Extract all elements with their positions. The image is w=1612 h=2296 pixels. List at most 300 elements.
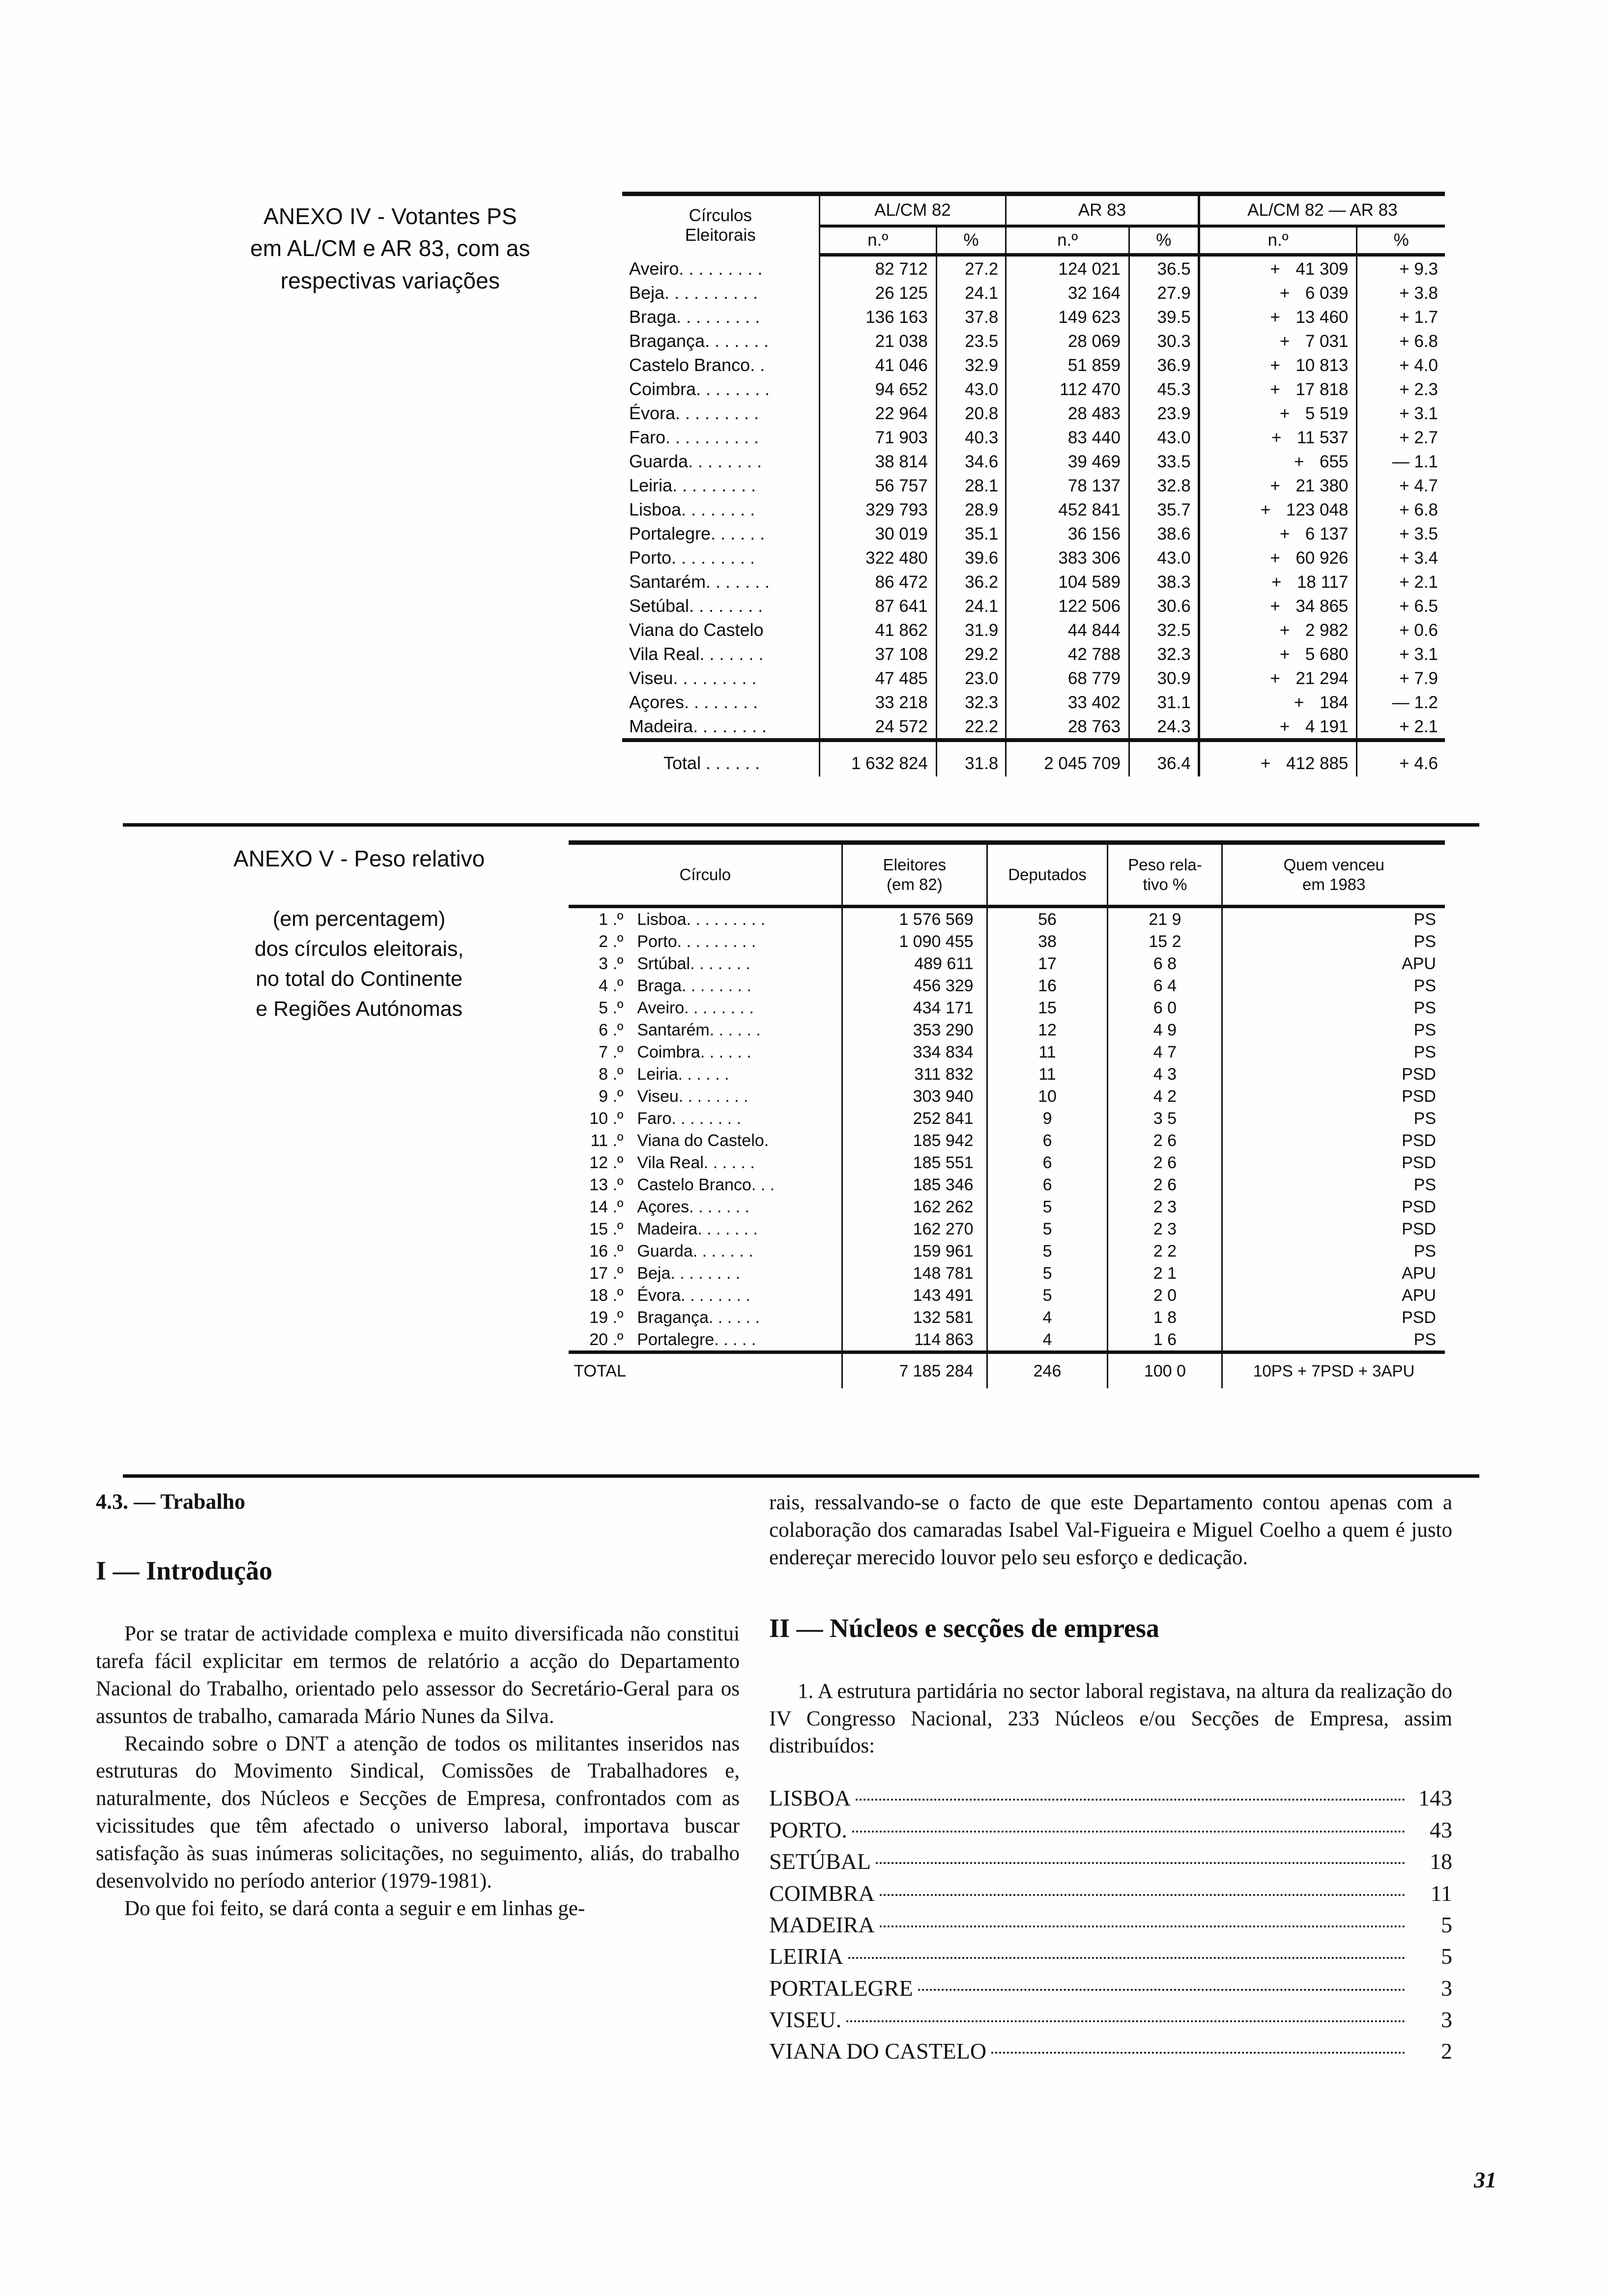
cell-alcm-percent: 32.9 [936,353,1006,377]
cell-ar-percent: 43.0 [1129,545,1199,570]
header-circulo: Círculo [569,843,842,907]
cell-deputados: 38 [987,930,1108,952]
cell-eleitores: 162 270 [842,1218,987,1240]
table-row [569,1107,1445,1129]
cell-circulo: Coimbra. . . . . . [637,1043,751,1062]
cell-circulo: Bragança. . . . . . . [629,331,769,351]
anexo-iv-table-wrapper [622,192,1445,776]
cell-var-numero: + 17 818 [1199,377,1357,401]
cell-rank: 1 .º [599,910,624,929]
leader-dots [880,1894,1405,1896]
cell-rank: 19 .º [589,1308,624,1327]
cell-deputados: 6 [987,1129,1108,1151]
cell-alcm-numero: 41 862 [819,618,936,642]
cell-rank: 3 .º [599,954,624,973]
list-item [769,2004,1452,2036]
cell-circulo: Leiria. . . . . . . . . [629,475,756,495]
table-row [569,997,1445,1019]
cell-alcm-numero: 21 038 [819,329,936,353]
cell-rank: 5 .º [599,999,624,1017]
total-alcm-numero: 1 632 824 [819,740,936,776]
body-column-right [769,1489,1452,2067]
header-quem-venceu: Quem venceu em 1983 [1222,843,1445,907]
total-ar-numero: 2 045 709 [1006,740,1129,776]
cell-eleitores: 143 491 [842,1284,987,1306]
divider-rule-bottom [123,1474,1479,1478]
cell-circulo: Lisboa. . . . . . . . . [637,910,766,929]
leader-dots [856,1799,1405,1801]
cell-alcm-percent: 27.2 [936,255,1006,281]
cell-quem-venceu: PSD [1222,1085,1445,1107]
cell-rank: 6 .º [599,1021,624,1039]
anexo-v-total-eleitores: 7 185 284 [842,1352,987,1389]
cell-var-numero: + 7 031 [1199,329,1357,353]
cell-var-percent: — 1.1 [1357,449,1445,473]
cell-eleitores: 334 834 [842,1041,987,1063]
cell-circulo: Vila Real. . . . . . [637,1153,755,1172]
cell-ar-percent: 32.8 [1129,473,1199,497]
list-item-value: 18 [1430,1849,1452,1874]
cell-quem-venceu: PS [1222,1019,1445,1041]
cell-circulo: Bragança. . . . . . [637,1308,760,1327]
cell-quem-venceu: PSD [1222,1306,1445,1328]
cell-rank: 17 .º [589,1264,624,1283]
cell-deputados: 5 [987,1218,1108,1240]
cell-var-numero: + 41 309 [1199,255,1357,281]
heading-introducao: I — Introdução [96,1556,273,1585]
cell-quem-venceu: PS [1222,1107,1445,1129]
anexo-v-total-deputados: 246 [987,1352,1108,1389]
cell-var-percent: + 2.3 [1357,377,1445,401]
cell-peso-relativo: 6 4 [1108,975,1222,997]
cell-ar-percent: 32.3 [1129,642,1199,666]
cell-var-percent: — 1.2 [1357,690,1445,714]
cell-circulo: Viseu. . . . . . . . [637,1087,748,1106]
cell-alcm-percent: 39.6 [936,545,1006,570]
cell-quem-venceu: PSD [1222,1151,1445,1174]
leader-dots [846,2020,1405,2022]
cell-var-percent: + 2.7 [1357,425,1445,449]
cell-deputados: 5 [987,1240,1108,1262]
table-row [569,1196,1445,1218]
anexo-v-table [569,840,1445,1388]
list-item-value: 5 [1441,1944,1452,1969]
cell-var-percent: + 3.1 [1357,642,1445,666]
table-row [569,1240,1445,1262]
table-row [569,1174,1445,1196]
anexo-v-subtitle [167,904,551,1024]
cell-var-percent: + 4.0 [1357,353,1445,377]
cell-circulo: Viana do Castelo [629,620,764,640]
table-row [622,449,1445,473]
anexo-v-total-row [569,1352,1445,1389]
table-row [622,690,1445,714]
cell-peso-relativo: 2 2 [1108,1240,1222,1262]
cell-eleitores: 303 940 [842,1085,987,1107]
cell-var-numero: + 2 982 [1199,618,1357,642]
table-row [569,952,1445,975]
cell-alcm-percent: 35.1 [936,521,1006,545]
cell-alcm-percent: 31.9 [936,618,1006,642]
header-group-alcm82: AL/CM 82 [819,194,1006,227]
cell-var-numero: + 5 519 [1199,401,1357,425]
table-row [569,1262,1445,1284]
list-item-label: MADEIRA [769,1912,875,1937]
cell-eleitores: 185 551 [842,1151,987,1174]
anexo-v-title: ANEXO V - Peso relativo [233,846,485,871]
cell-circulo: Açores. . . . . . . [637,1198,749,1216]
cell-var-percent: + 2.1 [1357,570,1445,594]
body-text-area [96,1489,1506,2067]
table-row [569,1085,1445,1107]
cell-alcm-numero: 94 652 [819,377,936,401]
cell-ar-numero: 83 440 [1006,425,1129,449]
cell-rank: 14 .º [589,1198,624,1216]
cell-ar-numero: 122 506 [1006,594,1129,618]
cell-peso-relativo: 2 3 [1108,1196,1222,1218]
list-item [769,2036,1452,2067]
cell-quem-venceu: APU [1222,952,1445,975]
cell-var-percent: + 2.1 [1357,714,1445,740]
cell-alcm-numero: 71 903 [819,425,936,449]
cell-ar-percent: 38.3 [1129,570,1199,594]
cell-alcm-numero: 86 472 [819,570,936,594]
cell-circulo: Beja. . . . . . . . . . [629,283,758,303]
cell-peso-relativo: 2 3 [1108,1218,1222,1240]
cell-quem-venceu: PS [1222,975,1445,997]
cell-peso-relativo: 6 8 [1108,952,1222,975]
header-eleitores: Eleitores (em 82) [842,843,987,907]
leader-dots [991,2052,1405,2054]
header-alcm82-percent: % [936,226,1006,255]
table-row [569,907,1445,931]
cell-circulo: Évora. . . . . . . . [637,1286,750,1305]
cell-circulo: Braga. . . . . . . . . [629,307,760,327]
cell-circulo: Guarda. . . . . . . . [629,451,762,471]
cell-circulo: Aveiro. . . . . . . . . [629,258,763,279]
table-row [622,618,1445,642]
table-row [569,1284,1445,1306]
table-row [622,353,1445,377]
cell-var-numero: + 123 048 [1199,497,1357,521]
anexo-iv-block [167,192,1445,776]
cell-rank: 11 .º [590,1131,624,1150]
cell-var-numero: + 34 865 [1199,594,1357,618]
anexo-v-total-venceu: 10PS + 7PSD + 3APU [1222,1352,1445,1389]
cell-alcm-numero: 47 485 [819,666,936,690]
anexo-iv-table-head [622,194,1445,255]
cell-deputados: 5 [987,1284,1108,1306]
table-row [622,545,1445,570]
cell-alcm-percent: 28.9 [936,497,1006,521]
cell-ar-numero: 42 788 [1006,642,1129,666]
paragraph-5: 1. A estrutura partidária no sector laboral registava, na altura da realização do IV Congresso Nacional, 233 Núcleos e/ou Secções de Empresa, assim distribuídos: [769,1679,1452,1758]
heading-nucleos-seccoes: II — Núcleos e secções de empresa [769,1613,1159,1643]
cell-circulo: Santarém. . . . . . . [629,572,770,592]
cell-peso-relativo: 2 6 [1108,1129,1222,1151]
anexo-iv-caption [167,192,613,297]
cell-ar-numero: 68 779 [1006,666,1129,690]
cell-ar-percent: 43.0 [1129,425,1199,449]
cell-circulo: Madeira. . . . . . . [637,1220,758,1238]
table-row [622,521,1445,545]
list-item-label: LISBOA [769,1785,851,1811]
cell-ar-percent: 27.9 [1129,281,1199,305]
list-item [769,1814,1452,1846]
table-row [622,255,1445,281]
cell-var-numero: + 6 039 [1199,281,1357,305]
cell-circulo: Beja. . . . . . . . [637,1264,741,1283]
cell-circulo: Coimbra. . . . . . . . [629,379,770,399]
cell-alcm-numero: 37 108 [819,642,936,666]
header-group-ar83: AR 83 [1006,194,1199,227]
cell-ar-percent: 30.9 [1129,666,1199,690]
cell-peso-relativo: 1 8 [1108,1306,1222,1328]
cell-alcm-percent: 40.3 [936,425,1006,449]
distribution-list [769,1782,1452,2067]
cell-var-percent: + 4.7 [1357,473,1445,497]
cell-circulo: Leiria. . . . . . [637,1065,729,1084]
cell-ar-percent: 39.5 [1129,305,1199,329]
cell-alcm-numero: 26 125 [819,281,936,305]
header-group-variacao: AL/CM 82 — AR 83 [1199,194,1445,227]
cell-ar-percent: 36.9 [1129,353,1199,377]
cell-deputados: 4 [987,1328,1108,1352]
page-number: 31 [1474,2167,1497,2192]
cell-eleitores: 159 961 [842,1240,987,1262]
cell-var-numero: + 11 537 [1199,425,1357,449]
cell-peso-relativo: 21 9 [1108,907,1222,931]
cell-deputados: 6 [987,1151,1108,1174]
cell-circulo: Açores. . . . . . . . [629,692,758,712]
total-alcm-percent: 31.8 [936,740,1006,776]
cell-eleitores: 162 262 [842,1196,987,1218]
table-row [622,329,1445,353]
cell-alcm-percent: 24.1 [936,281,1006,305]
header-ar83-numero: n.º [1006,226,1129,255]
table-row [622,473,1445,497]
cell-ar-numero: 78 137 [1006,473,1129,497]
list-item-value: 11 [1430,1880,1452,1906]
cell-circulo: Viana do Castelo. [637,1131,769,1150]
cell-ar-numero: 32 164 [1006,281,1129,305]
cell-deputados: 17 [987,952,1108,975]
cell-rank: 10 .º [589,1109,624,1128]
cell-deputados: 11 [987,1041,1108,1063]
cell-circulo: Portalegre. . . . . [634,1328,842,1352]
cell-alcm-percent: 36.2 [936,570,1006,594]
cell-circulo: Lisboa. . . . . . . . [629,499,755,519]
cell-alcm-numero: 136 163 [819,305,936,329]
cell-alcm-percent: 23.0 [936,666,1006,690]
anexo-v-table-body [569,907,1445,1352]
cell-circulo: Madeira. . . . . . . . [622,714,819,740]
cell-circulo: Faro. . . . . . . . [637,1109,741,1128]
cell-var-numero: + 21 380 [1199,473,1357,497]
anexo-v-subtitle-line-3: no total do Continente [256,967,463,991]
cell-quem-venceu: PSD [1222,1218,1445,1240]
cell-quem-venceu: PSD [1222,1196,1445,1218]
cell-rank: 4 .º [599,976,624,995]
cell-ar-numero: 28 483 [1006,401,1129,425]
cell-rank: 8 .º [599,1065,624,1084]
cell-circulo: Santarém. . . . . . [637,1021,761,1039]
cell-circulo: Guarda. . . . . . . [637,1242,753,1261]
anexo-v-subtitle-line-4: e Regiões Autónomas [256,997,463,1021]
cell-quem-venceu: PS [1222,1174,1445,1196]
anexo-iv-caption-line-2: em AL/CM e AR 83, com as [250,235,530,261]
cell-peso-relativo: 4 3 [1108,1063,1222,1085]
cell-eleitores: 1 576 569 [842,907,987,931]
anexo-v-total-label: TOTAL [574,1361,626,1380]
table-row [569,1306,1445,1328]
cell-eleitores: 252 841 [842,1107,987,1129]
list-item-value: 2 [1441,2038,1452,2064]
cell-ar-percent: 45.3 [1129,377,1199,401]
body-column-left [96,1489,740,2067]
list-item-value: 43 [1430,1817,1452,1842]
table-row [622,594,1445,618]
cell-ar-numero: 452 841 [1006,497,1129,521]
table-row [569,1129,1445,1151]
cell-deputados: 4 [987,1306,1108,1328]
table-row [569,1218,1445,1240]
cell-eleitores: 148 781 [842,1262,987,1284]
cell-ar-percent: 33.5 [1129,449,1199,473]
total-var-numero: + 412 885 [1199,740,1357,776]
cell-alcm-numero: 41 046 [819,353,936,377]
cell-deputados: 16 [987,975,1108,997]
cell-deputados: 6 [987,1174,1108,1196]
cell-ar-percent: 38.6 [1129,521,1199,545]
cell-rank: 13 .º [589,1176,624,1194]
table-row [622,305,1445,329]
cell-alcm-numero: 24 572 [819,714,936,740]
cell-quem-venceu: APU [1222,1262,1445,1284]
anexo-v-table-head [569,843,1445,907]
cell-var-percent: + 1.7 [1357,305,1445,329]
cell-ar-numero: 28 763 [1006,714,1129,740]
total-label-cell: Total . . . . . . [663,753,760,773]
header-circulos-eleitorais: Círculos Eleitorais [622,194,819,255]
cell-ar-numero: 51 859 [1006,353,1129,377]
cell-circulo: Aveiro. . . . . . . . [637,999,754,1017]
cell-rank: 9 .º [599,1087,624,1106]
cell-ar-numero: 39 469 [1006,449,1129,473]
total-ar-percent: 36.4 [1129,740,1199,776]
list-item [769,1846,1452,1877]
cell-ar-percent: 35.7 [1129,497,1199,521]
table-row [569,975,1445,997]
cell-rank: 20 .º [569,1328,634,1352]
cell-peso-relativo: 4 7 [1108,1041,1222,1063]
table-row [622,377,1445,401]
table-row [622,642,1445,666]
list-item-label: PORTALEGRE [769,1975,913,2001]
cell-circulo: Castelo Branco. . . [637,1176,775,1194]
cell-eleitores: 132 581 [842,1306,987,1328]
cell-deputados: 9 [987,1107,1108,1129]
cell-peso-relativo: 4 9 [1108,1019,1222,1041]
cell-var-percent: + 6.8 [1357,497,1445,521]
cell-alcm-numero: 329 793 [819,497,936,521]
cell-alcm-numero: 30 019 [819,521,936,545]
cell-circulo: Vila Real. . . . . . . [629,644,764,664]
leader-dots [852,1831,1405,1833]
leader-dots [848,1957,1405,1959]
cell-peso-relativo: 2 6 [1108,1174,1222,1196]
cell-var-percent: + 3.4 [1357,545,1445,570]
cell-eleitores: 353 290 [842,1019,987,1041]
cell-var-numero: + 21 294 [1199,666,1357,690]
cell-quem-venceu: PSD [1222,1063,1445,1085]
list-item-value: 3 [1441,2007,1452,2033]
list-item-label: VIANA DO CASTELO [769,2038,987,2064]
anexo-iv-caption-line-1: ANEXO IV - Votantes PS [263,203,517,229]
header-var-numero: n.º [1199,226,1357,255]
cell-var-numero: + 10 813 [1199,353,1357,377]
cell-eleitores: 185 942 [842,1129,987,1151]
cell-var-numero: + 5 680 [1199,642,1357,666]
table-row [622,666,1445,690]
cell-ar-numero: 124 021 [1006,255,1129,281]
header-ar83-percent: % [1129,226,1199,255]
cell-deputados: 5 [987,1196,1108,1218]
cell-rank: 16 .º [589,1242,624,1261]
anexo-v-caption [167,840,551,1024]
cell-var-numero: + 184 [1199,690,1357,714]
cell-peso-relativo: 3 5 [1108,1107,1222,1129]
cell-eleitores: 434 171 [842,997,987,1019]
table-row [569,1041,1445,1063]
cell-circulo: Faro. . . . . . . . . . [629,427,759,447]
cell-alcm-percent: 20.8 [936,401,1006,425]
cell-peso-relativo: 2 6 [1108,1151,1222,1174]
table-row [569,1328,1445,1352]
cell-var-percent: + 6.8 [1357,329,1445,353]
table-row [622,714,1445,740]
cell-alcm-numero: 38 814 [819,449,936,473]
list-item [769,1973,1452,2004]
table-row [569,1019,1445,1041]
cell-var-numero: + 6 137 [1199,521,1357,545]
cell-circulo: Setúbal. . . . . . . . [629,596,763,616]
table-row [622,497,1445,521]
cell-var-numero: + 18 117 [1199,570,1357,594]
cell-ar-percent: 36.5 [1129,255,1199,281]
cell-var-percent: + 6.5 [1357,594,1445,618]
cell-ar-numero: 36 156 [1006,521,1129,545]
table-row [622,425,1445,449]
anexo-v-total-peso: 100 0 [1108,1352,1222,1389]
cell-rank: 7 .º [599,1043,624,1062]
list-item [769,1941,1452,1972]
cell-var-percent: + 3.8 [1357,281,1445,305]
cell-quem-venceu: PS [1222,1041,1445,1063]
cell-peso-relativo: 2 1 [1108,1262,1222,1284]
cell-circulo: Évora. . . . . . . . . [629,403,759,423]
cell-quem-venceu: PS [1222,1240,1445,1262]
header-alcm82-numero: n.º [819,226,936,255]
cell-deputados: 10 [987,1085,1108,1107]
divider-rule-top [123,823,1479,827]
cell-alcm-numero: 87 641 [819,594,936,618]
anexo-v-subtitle-line-1: (em percentagem) [273,907,446,931]
table-row [569,1063,1445,1085]
cell-ar-percent: 23.9 [1129,401,1199,425]
cell-var-numero: + 655 [1199,449,1357,473]
cell-rank: 15 .º [589,1220,624,1238]
